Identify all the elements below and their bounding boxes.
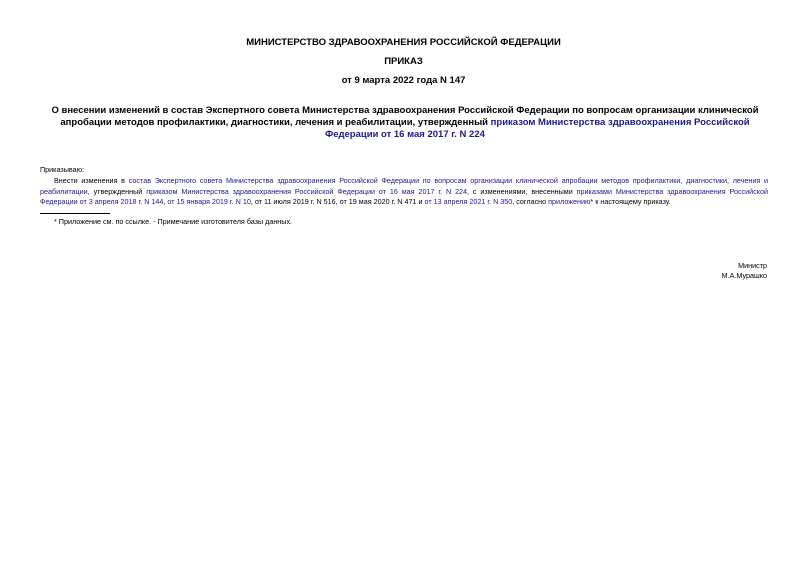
order-10-link[interactable]: от 15 января 2019 г. N 10 xyxy=(167,197,251,206)
order-subject xyxy=(44,105,766,141)
body-text-1: Внести изменения в xyxy=(54,176,129,185)
signatory-title: Министр xyxy=(738,261,767,270)
signatory-name: М.А.Мурашко xyxy=(721,271,767,280)
order-350-link[interactable]: от 13 апреля 2021 г. N 350 xyxy=(424,197,513,206)
order-144-link[interactable]: приказами Министерства здравоохранения Российской Федерации от 3 апреля 2018 г. N 144 xyxy=(40,186,769,206)
appendix-link[interactable]: приложению xyxy=(548,197,591,206)
ministry-heading: МИНИСТЕРСТВО ЗДРАВООХРАНЕНИЯ РОССИЙСКОЙ ФЕДЕРАЦИИ xyxy=(246,37,561,48)
order-body-paragraph xyxy=(40,176,768,208)
order-date-heading: от 9 марта 2022 года N 147 xyxy=(341,75,466,86)
order-directive-label: Приказываю: xyxy=(40,165,84,174)
subject-text: О внесении изменений в состав Экспертного совета Министерства здравоохранения Российской Федерации по вопросам организации клинической апробации методов профилактики, диагностики, лечения и реабилитации, утвержденный xyxy=(51,105,759,128)
body-text-4: , xyxy=(163,197,168,206)
body-text-2: , утвержденный xyxy=(87,186,147,196)
body-text-3: , с изменениями, внесенными xyxy=(467,186,577,196)
body-text-6: , согласно xyxy=(512,197,549,206)
body-text-7: * к настоящему приказу. xyxy=(590,197,671,206)
council-composition-link[interactable]: состав Экспертного совета Министерства здравоохранения Российской Федерации по вопросам организации клинической апробации методов профилактики, диагностики, лечения и реабилитации xyxy=(40,176,769,196)
footnote-text: * Приложение см. по ссылке. - Примечание изготовителя базы данных. xyxy=(54,217,293,226)
footnote-divider xyxy=(40,213,110,214)
order-224-link[interactable]: приказом Министерства здравоохранения Российской Федерации от 16 мая 2017 г. N 224 xyxy=(146,186,468,196)
order-type-heading: ПРИКАЗ xyxy=(384,56,423,67)
subject-order-link[interactable]: приказом Министерства здравоохранения Российской Федерации от 16 мая 2017 г. N 224 xyxy=(325,117,750,140)
body-text-5: , от 11 июля 2019 г. N 516, от 19 мая 2020 г. N 471 и xyxy=(250,197,425,206)
